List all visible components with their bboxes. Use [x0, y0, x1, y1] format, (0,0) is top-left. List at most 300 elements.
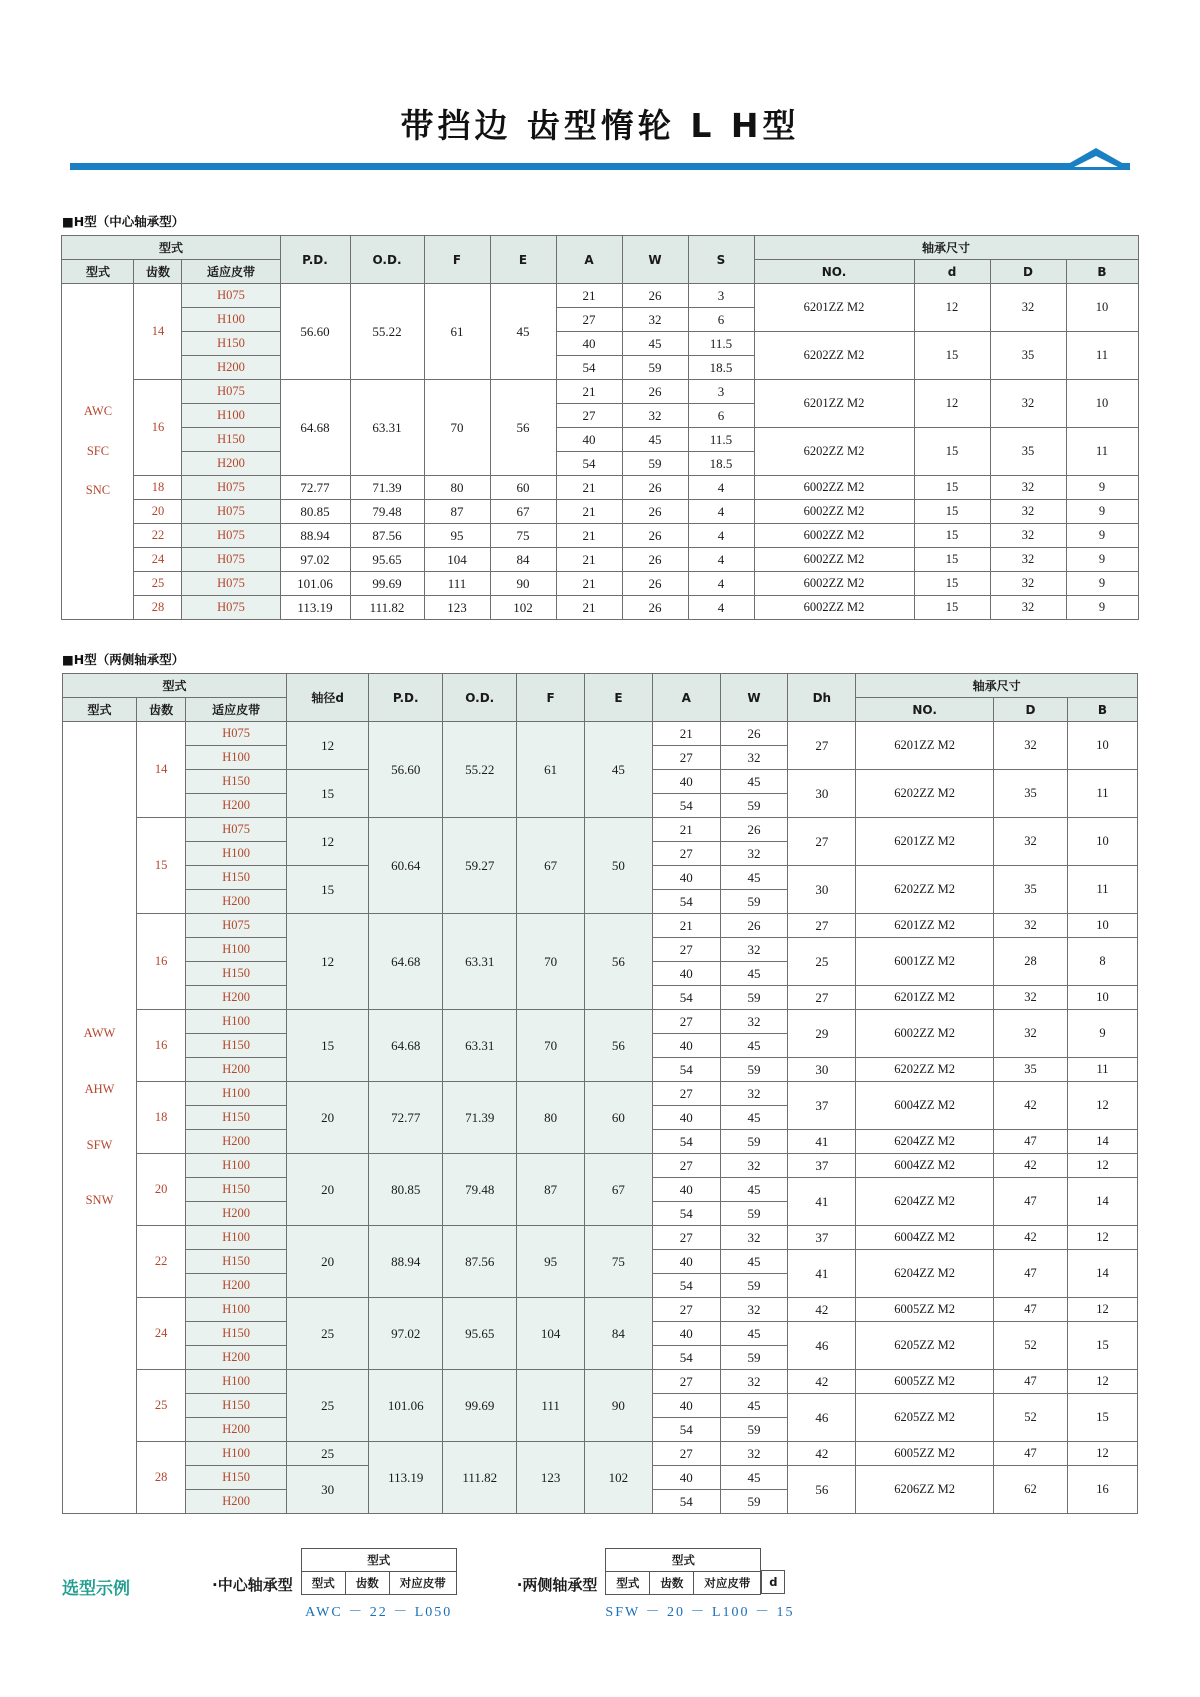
a-cell: 21 [556, 596, 622, 620]
belt-cell: H100 [182, 308, 280, 332]
pd-cell: 88.94 [280, 524, 350, 548]
a-cell: 54 [652, 1202, 720, 1226]
bearing-d-cell: 15 [914, 500, 990, 524]
f-cell: 61 [517, 722, 585, 818]
w-cell: 59 [720, 1418, 788, 1442]
w-cell: 32 [622, 404, 688, 428]
bearing-no-cell: 6202ZZ M2 [856, 770, 994, 818]
bearing-b-cell: 10 [1067, 986, 1137, 1010]
belt-cell: H100 [186, 1298, 287, 1322]
teeth-cell: 18 [136, 1082, 185, 1154]
bearing-b-cell: 11 [1067, 770, 1137, 818]
table-row [63, 1298, 1138, 1322]
teeth-cell: 25 [134, 572, 182, 596]
bearing-b-cell: 15 [1067, 1394, 1137, 1442]
pd-cell: 56.60 [280, 284, 350, 380]
pd-cell: 64.68 [369, 1010, 443, 1082]
bearing-dd-cell: 32 [990, 572, 1066, 596]
bearing-b-cell: 9 [1066, 476, 1138, 500]
f-cell: 87 [424, 500, 490, 524]
header-teeth-2: 齿数 [136, 698, 185, 722]
bearing-d-cell: 32 [993, 722, 1067, 770]
bearing-b-cell: 10 [1067, 722, 1137, 770]
bearing-d-cell: 47 [993, 1178, 1067, 1226]
header-bearing-d: d [914, 260, 990, 284]
model-group-cell: AWC SFC SNC [62, 284, 134, 620]
pd-cell: 80.85 [369, 1154, 443, 1226]
belt-cell: H075 [186, 818, 287, 842]
shaft-d-cell: 20 [287, 1226, 369, 1298]
od-cell: 63.31 [443, 914, 517, 1010]
s-cell: 4 [688, 500, 754, 524]
pd-cell: 97.02 [369, 1298, 443, 1370]
dh-cell: 30 [788, 866, 856, 914]
header-bearing-B: B [1066, 260, 1138, 284]
bearing-d-cell: 47 [993, 1250, 1067, 1298]
bearing-no-cell: 6001ZZ M2 [856, 938, 994, 986]
od-cell: 95.65 [350, 548, 424, 572]
w-cell: 26 [622, 476, 688, 500]
table-row [62, 596, 1138, 620]
example-both-box [605, 1548, 761, 1595]
w-cell: 32 [720, 1082, 788, 1106]
od-cell: 111.82 [443, 1442, 517, 1514]
bearing-d-cell: 15 [914, 332, 990, 380]
table-row [62, 428, 1138, 452]
bearing-d-cell: 47 [993, 1370, 1067, 1394]
belt-cell: H100 [186, 1010, 287, 1034]
dh-cell: 29 [788, 1010, 856, 1058]
dh-cell: 42 [788, 1298, 856, 1322]
od-cell: 79.48 [443, 1154, 517, 1226]
teeth-cell: 15 [136, 818, 185, 914]
belt-cell: H075 [182, 596, 280, 620]
w-cell: 32 [720, 938, 788, 962]
s-cell: 4 [688, 548, 754, 572]
bearing-d-cell: 12 [914, 380, 990, 428]
bearing-d-cell: 42 [993, 1154, 1067, 1178]
s-cell: 18.5 [688, 356, 754, 380]
header-od: O.D. [350, 236, 424, 284]
bearing-no-cell: 6201ZZ M2 [856, 914, 994, 938]
teeth-cell: 28 [134, 596, 182, 620]
e-cell: 84 [490, 548, 556, 572]
bearing-b-cell: 15 [1067, 1322, 1137, 1370]
bearing-no-cell: 6002ZZ M2 [754, 548, 914, 572]
w-cell: 32 [720, 1298, 788, 1322]
e-cell: 84 [585, 1298, 653, 1370]
shaft-d-cell: 20 [287, 1154, 369, 1226]
belt-cell: H150 [182, 332, 280, 356]
a-cell: 40 [556, 332, 622, 356]
w-cell: 59 [720, 1346, 788, 1370]
bearing-d-cell: 32 [993, 1010, 1067, 1058]
header-f: F [424, 236, 490, 284]
bearing-no-cell: 6205ZZ M2 [856, 1394, 994, 1442]
a-cell: 54 [652, 1058, 720, 1082]
w-cell: 45 [720, 1322, 788, 1346]
s-cell: 11.5 [688, 428, 754, 452]
w-cell: 26 [720, 914, 788, 938]
w-cell: 45 [622, 332, 688, 356]
s-cell: 18.5 [688, 452, 754, 476]
bearing-no-cell: 6002ZZ M2 [754, 476, 914, 500]
dh-cell: 46 [788, 1322, 856, 1370]
f-cell: 70 [517, 914, 585, 1010]
bearing-d-cell: 32 [993, 914, 1067, 938]
od-cell: 95.65 [443, 1298, 517, 1370]
bearing-no-cell: 6002ZZ M2 [754, 500, 914, 524]
a-cell: 27 [652, 1370, 720, 1394]
w-cell: 32 [720, 1442, 788, 1466]
od-cell: 87.56 [443, 1226, 517, 1298]
bearing-d-cell: 62 [993, 1466, 1067, 1514]
w-cell: 32 [720, 842, 788, 866]
belt-cell: H200 [186, 1130, 287, 1154]
bearing-d-cell: 28 [993, 938, 1067, 986]
bearing-dd-cell: 32 [990, 284, 1066, 332]
arrow-marker-inner-icon [1074, 156, 1118, 167]
w-cell: 59 [720, 1058, 788, 1082]
a-cell: 21 [556, 500, 622, 524]
bearing-d-cell: 47 [993, 1442, 1067, 1466]
bearing-b-cell: 8 [1067, 938, 1137, 986]
shaft-d-cell: 12 [287, 722, 369, 770]
e-cell: 67 [490, 500, 556, 524]
header-bearing-B-2: B [1067, 698, 1137, 722]
belt-cell: H200 [186, 890, 287, 914]
belt-cell: H150 [186, 1178, 287, 1202]
belt-cell: H150 [186, 962, 287, 986]
belt-cell: H150 [186, 770, 287, 794]
dh-cell: 41 [788, 1178, 856, 1226]
bearing-no-cell: 6002ZZ M2 [856, 1010, 994, 1058]
bearing-d-cell: 12 [914, 284, 990, 332]
w-cell: 59 [720, 1490, 788, 1514]
w-cell: 32 [720, 1226, 788, 1250]
belt-cell: H150 [186, 1466, 287, 1490]
bearing-b-cell: 12 [1067, 1226, 1137, 1250]
table-row [62, 284, 1138, 308]
od-cell: 55.22 [443, 722, 517, 818]
belt-cell: H200 [186, 986, 287, 1010]
f-cell: 61 [424, 284, 490, 380]
pd-cell: 101.06 [280, 572, 350, 596]
table-row [63, 1082, 1138, 1106]
belt-cell: H075 [182, 476, 280, 500]
w-cell: 26 [720, 818, 788, 842]
header-e: E [490, 236, 556, 284]
e-cell: 45 [490, 284, 556, 380]
header-f-2: F [517, 674, 585, 722]
bearing-d-cell: 32 [993, 818, 1067, 866]
w-cell: 45 [720, 1178, 788, 1202]
w-cell: 59 [720, 986, 788, 1010]
example-center-box [301, 1548, 457, 1595]
teeth-cell: 20 [136, 1154, 185, 1226]
a-cell: 27 [652, 1442, 720, 1466]
w-cell: 26 [622, 572, 688, 596]
w-cell: 59 [622, 356, 688, 380]
shaft-d-cell: 30 [287, 1466, 369, 1514]
header-model-2: 型式 [63, 698, 137, 722]
belt-cell: H100 [186, 842, 287, 866]
bearing-dd-cell: 32 [990, 500, 1066, 524]
belt-cell: H150 [186, 1250, 287, 1274]
belt-cell: H150 [186, 1106, 287, 1130]
belt-cell: H100 [186, 1442, 287, 1466]
table-row [62, 572, 1138, 596]
f-cell: 104 [424, 548, 490, 572]
teeth-cell: 14 [134, 284, 182, 380]
table-row [63, 1226, 1138, 1250]
belt-cell: H200 [186, 794, 287, 818]
dh-cell: 37 [788, 1154, 856, 1178]
a-cell: 21 [556, 548, 622, 572]
s-cell: 4 [688, 476, 754, 500]
belt-cell: H100 [186, 1370, 287, 1394]
pd-cell: 60.64 [369, 818, 443, 914]
table-row [63, 1442, 1138, 1466]
a-cell: 21 [556, 572, 622, 596]
a-cell: 40 [652, 1394, 720, 1418]
dh-cell: 37 [788, 1082, 856, 1130]
w-cell: 32 [622, 308, 688, 332]
w-cell: 59 [720, 1202, 788, 1226]
bearing-b-cell: 10 [1067, 818, 1137, 866]
w-cell: 26 [720, 722, 788, 746]
od-cell: 99.69 [443, 1370, 517, 1442]
w-cell: 45 [720, 866, 788, 890]
belt-cell: H200 [186, 1346, 287, 1370]
od-cell: 63.31 [443, 1010, 517, 1082]
belt-cell: H075 [182, 284, 280, 308]
table-row [63, 1370, 1138, 1394]
f-cell: 70 [424, 380, 490, 476]
dh-cell: 56 [788, 1466, 856, 1514]
dh-cell: 25 [788, 938, 856, 986]
w-cell: 59 [720, 1274, 788, 1298]
bearing-no-cell: 6201ZZ M2 [856, 722, 994, 770]
bearing-no-cell: 6201ZZ M2 [856, 986, 994, 1010]
example-both-box-top: 型式 [606, 1549, 761, 1572]
bearing-no-cell: 6002ZZ M2 [754, 524, 914, 548]
s-cell: 3 [688, 380, 754, 404]
title-divider [70, 163, 1130, 170]
a-cell: 27 [652, 1298, 720, 1322]
model-group-cell: AWW AHW SFW SNW [63, 722, 137, 1514]
f-cell: 87 [517, 1154, 585, 1226]
w-cell: 59 [622, 452, 688, 476]
dh-cell: 30 [788, 1058, 856, 1082]
a-cell: 54 [652, 1490, 720, 1514]
bearing-b-cell: 12 [1067, 1082, 1137, 1130]
bearing-b-cell: 9 [1066, 572, 1138, 596]
table-row [62, 332, 1138, 356]
bearing-b-cell: 9 [1066, 548, 1138, 572]
f-cell: 123 [424, 596, 490, 620]
bearing-b-cell: 9 [1066, 524, 1138, 548]
od-cell: 99.69 [350, 572, 424, 596]
bearing-b-cell: 10 [1066, 284, 1138, 332]
a-cell: 40 [652, 962, 720, 986]
header-dh: Dh [788, 674, 856, 722]
example-both-cell-d: d [761, 1570, 785, 1594]
a-cell: 21 [556, 284, 622, 308]
shaft-d-cell: 15 [287, 770, 369, 818]
bearing-no-cell: 6205ZZ M2 [856, 1322, 994, 1370]
w-cell: 45 [720, 1466, 788, 1490]
belt-cell: H150 [182, 428, 280, 452]
belt-cell: H200 [186, 1202, 287, 1226]
a-cell: 54 [556, 356, 622, 380]
belt-cell: H075 [182, 572, 280, 596]
example-center-title: ·中心轴承型 [212, 1576, 293, 1594]
bearing-b-cell: 12 [1067, 1370, 1137, 1394]
shaft-d-cell: 12 [287, 818, 369, 866]
w-cell: 59 [720, 794, 788, 818]
e-cell: 75 [490, 524, 556, 548]
a-cell: 27 [652, 1226, 720, 1250]
a-cell: 40 [652, 1322, 720, 1346]
bearing-dd-cell: 35 [990, 428, 1066, 476]
e-cell: 102 [585, 1442, 653, 1514]
bearing-d-cell: 35 [993, 770, 1067, 818]
bearing-d-cell: 15 [914, 428, 990, 476]
a-cell: 27 [556, 308, 622, 332]
a-cell: 54 [556, 452, 622, 476]
belt-cell: H200 [186, 1274, 287, 1298]
example-center-box-top: 型式 [301, 1549, 456, 1572]
bearing-dd-cell: 32 [990, 596, 1066, 620]
example-both-cell-model: 型式 [606, 1572, 650, 1595]
header-od-2: O.D. [443, 674, 517, 722]
a-cell: 40 [652, 866, 720, 890]
bearing-no-cell: 6202ZZ M2 [754, 332, 914, 380]
a-cell: 40 [652, 1106, 720, 1130]
a-cell: 40 [652, 1034, 720, 1058]
example-both-bearing [517, 1548, 795, 1621]
a-cell: 21 [652, 914, 720, 938]
a-cell: 27 [652, 746, 720, 770]
dh-cell: 30 [788, 770, 856, 818]
bearing-b-cell: 9 [1067, 1010, 1137, 1058]
od-cell: 87.56 [350, 524, 424, 548]
dh-cell: 27 [788, 986, 856, 1010]
s-cell: 4 [688, 572, 754, 596]
bearing-d-cell: 32 [993, 986, 1067, 1010]
belt-cell: H200 [186, 1490, 287, 1514]
bearing-b-cell: 9 [1066, 596, 1138, 620]
shaft-d-cell: 15 [287, 866, 369, 914]
bearing-no-cell: 6204ZZ M2 [856, 1178, 994, 1226]
example-center-cell-teeth: 齿数 [345, 1572, 389, 1595]
header-e-2: E [585, 674, 653, 722]
table-row [63, 1010, 1138, 1034]
a-cell: 40 [652, 770, 720, 794]
dh-cell: 27 [788, 722, 856, 770]
a-cell: 54 [652, 794, 720, 818]
w-cell: 45 [720, 1106, 788, 1130]
bearing-b-cell: 12 [1067, 1154, 1137, 1178]
dh-cell: 42 [788, 1442, 856, 1466]
table-row [63, 914, 1138, 938]
example-both-cell-teeth: 齿数 [650, 1572, 694, 1595]
a-cell: 21 [556, 524, 622, 548]
bearing-d-cell: 15 [914, 596, 990, 620]
dh-cell: 37 [788, 1226, 856, 1250]
e-cell: 56 [585, 914, 653, 1010]
bearing-no-cell: 6201ZZ M2 [856, 818, 994, 866]
example-center-cell-model: 型式 [301, 1572, 345, 1595]
belt-cell: H100 [186, 938, 287, 962]
belt-cell: H075 [182, 524, 280, 548]
bearing-no-cell: 6004ZZ M2 [856, 1226, 994, 1250]
teeth-cell: 16 [136, 914, 185, 1010]
bearing-no-cell: 6206ZZ M2 [856, 1466, 994, 1514]
a-cell: 21 [652, 722, 720, 746]
bearing-d-cell: 15 [914, 548, 990, 572]
pd-cell: 97.02 [280, 548, 350, 572]
belt-cell: H200 [182, 452, 280, 476]
header-w-2: W [720, 674, 788, 722]
w-cell: 26 [622, 500, 688, 524]
bearing-no-cell: 6202ZZ M2 [754, 428, 914, 476]
belt-cell: H150 [186, 866, 287, 890]
w-cell: 45 [720, 1250, 788, 1274]
section2-caption: ■H型（两侧轴承型） [62, 652, 185, 667]
bearing-no-cell: 6005ZZ M2 [856, 1442, 994, 1466]
dh-cell: 46 [788, 1394, 856, 1442]
selection-example-label: 选型示例 [62, 1579, 130, 1599]
w-cell: 59 [720, 890, 788, 914]
bearing-no-cell: 6005ZZ M2 [856, 1370, 994, 1394]
header-pd: P.D. [280, 236, 350, 284]
header-belt-2: 适应皮带 [186, 698, 287, 722]
a-cell: 54 [652, 890, 720, 914]
a-cell: 40 [652, 1250, 720, 1274]
shaft-d-cell: 25 [287, 1370, 369, 1442]
belt-cell: H200 [186, 1058, 287, 1082]
header-bearing-no-2: NO. [856, 698, 994, 722]
e-cell: 56 [585, 1010, 653, 1082]
s-cell: 4 [688, 596, 754, 620]
teeth-cell: 16 [134, 380, 182, 476]
bearing-b-cell: 10 [1066, 380, 1138, 428]
f-cell: 111 [424, 572, 490, 596]
dh-cell: 27 [788, 914, 856, 938]
a-cell: 21 [556, 380, 622, 404]
w-cell: 32 [720, 1154, 788, 1178]
f-cell: 95 [517, 1226, 585, 1298]
table-row [62, 524, 1138, 548]
header-a-2: A [652, 674, 720, 722]
w-cell: 26 [622, 380, 688, 404]
header-type-group-2: 型式 [63, 674, 287, 698]
bearing-b-cell: 14 [1067, 1178, 1137, 1226]
f-cell: 80 [517, 1082, 585, 1154]
s-cell: 6 [688, 404, 754, 428]
a-cell: 27 [652, 842, 720, 866]
bearing-dd-cell: 32 [990, 548, 1066, 572]
table-row [63, 818, 1138, 842]
a-cell: 21 [556, 476, 622, 500]
bearing-no-cell: 6202ZZ M2 [856, 866, 994, 914]
od-cell: 71.39 [443, 1082, 517, 1154]
header-w: W [622, 236, 688, 284]
teeth-cell: 14 [136, 722, 185, 818]
w-cell: 45 [720, 770, 788, 794]
